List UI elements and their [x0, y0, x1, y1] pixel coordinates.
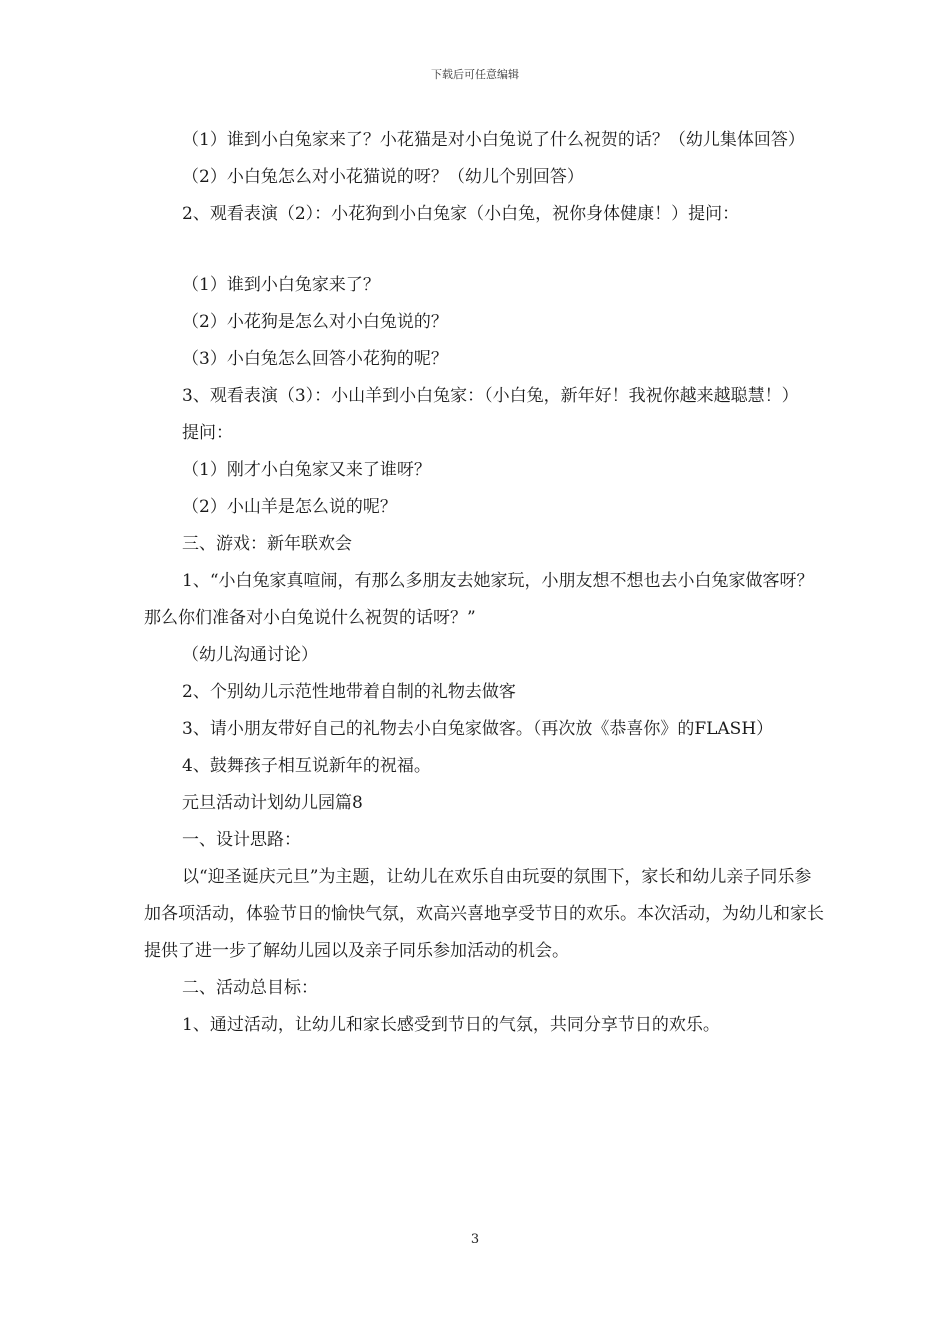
page-number: 3	[470, 1232, 480, 1247]
paragraph: （2）小山羊是怎么说的呢？	[182, 497, 397, 517]
paragraph: 2、个别幼儿示范性地带着自制的礼物去做客	[182, 682, 516, 702]
paragraph: （1）刚才小白兔家又来了谁呀？	[182, 460, 431, 480]
paragraph: （2）小花狗是怎么对小白兔说的？	[182, 312, 448, 332]
paragraph: 3、观看表演（3）：小山羊到小白兔家：（小白兔，新年好！我祝你越来越聪慧！）	[182, 386, 799, 406]
paragraph: 以“迎圣诞庆元旦”为主题，让幼儿在欢乐自由玩耍的氛围下，家长和幼儿亲子同乐参加各项活动，体验节日的愉快气氛，欢高兴喜地享受节日的欢乐。本次活动，为幼儿和家长提供了进一步了解幼儿园以及亲子同乐参加活动的机会。	[144, 867, 824, 961]
blank-line	[144, 233, 824, 267]
paragraph: 1、“小白兔家真喧闹，有那么多朋友去她家玩，小朋友想不想也去小白兔家做客呀？那么你们准备对小白兔说什么祝贺的话呀？”	[144, 571, 814, 628]
page-header: 下载后可任意编辑	[431, 68, 519, 81]
paragraph: （3）小白兔怎么回答小花狗的呢？	[182, 349, 448, 369]
paragraph: （1）谁到小白兔家来了？	[182, 275, 380, 295]
paragraph: 提问：	[182, 423, 233, 443]
section-heading: 三、游戏：新年联欢会	[182, 534, 352, 554]
section-heading: 二、活动总目标：	[182, 978, 318, 998]
paragraph: （幼儿沟通讨论）	[182, 645, 318, 665]
paragraph: 3、请小朋友带好自己的礼物去小白兔家做客。（再次放《恭喜你》的FLASH）	[182, 719, 774, 739]
paragraph: 2、观看表演（2）：小花狗到小白兔家（小白兔，祝你身体健康！）提问：	[182, 204, 740, 224]
paragraph: （1）谁到小白兔家来了？小花猫是对小白兔说了什么祝贺的话？（幼儿集体回答）	[182, 130, 805, 150]
article-title: 元旦活动计划幼儿园篇8	[182, 793, 363, 813]
paragraph: 4、鼓舞孩子相互说新年的祝福。	[182, 756, 431, 776]
document-body	[144, 122, 824, 1044]
paragraph: 1、通过活动，让幼儿和家长感受到节日的气氛，共同分享节日的欢乐。	[182, 1015, 720, 1035]
paragraph: （2）小白兔怎么对小花猫说的呀？（幼儿个别回答）	[182, 167, 584, 187]
section-heading: 一、设计思路：	[182, 830, 301, 850]
